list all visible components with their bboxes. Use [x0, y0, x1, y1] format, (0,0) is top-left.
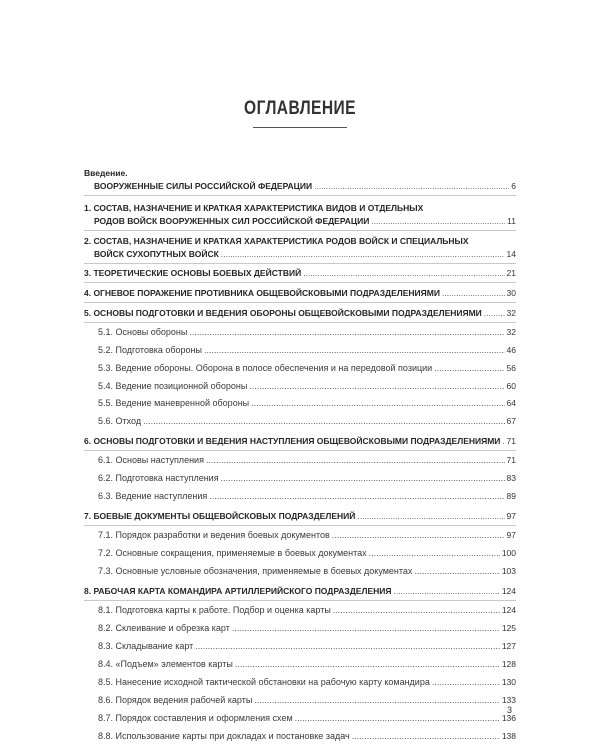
toc-entry-title: 5.5. Ведение маневренной обороны	[98, 398, 250, 408]
toc-entry	[84, 202, 516, 231]
dot-leader	[393, 585, 499, 597]
toc-entry	[84, 510, 516, 526]
toc-entry-title: 8.6. Порядок ведения рабочей карты	[98, 695, 253, 705]
toc-entry-page: 127	[501, 641, 516, 651]
toc-entry	[84, 380, 516, 395]
toc-entry-page: 32	[506, 327, 516, 337]
dot-leader	[442, 287, 505, 299]
toc-entry-title: 7. БОЕВЫЕ ДОКУМЕНТЫ ОБЩЕВОЙСКОВЫХ ПОДРАЗДЕЛЕНИЙ	[84, 511, 356, 521]
toc-entry-page: 138	[501, 731, 516, 741]
toc-entry-page: 21	[506, 268, 516, 278]
toc-entry	[84, 547, 516, 562]
toc-entry-page: 100	[501, 548, 516, 558]
dot-leader	[332, 529, 505, 541]
dot-leader	[352, 730, 500, 742]
toc-entry-page: 103	[501, 566, 516, 576]
toc-entry	[84, 585, 516, 601]
toc-entry-title: 7.1. Порядок разработки и ведения боевых документов	[98, 530, 330, 540]
toc-entry-page: 14	[506, 249, 516, 259]
dot-leader	[251, 397, 504, 409]
toc-entry	[84, 565, 516, 580]
toc-entry	[84, 435, 516, 451]
toc-entry	[84, 712, 516, 727]
toc-entry-title: 7.3. Основные условные обозначения, применяемые в боевых документах	[98, 566, 413, 576]
toc-entry-page: 32	[506, 308, 516, 318]
toc-entry	[84, 415, 516, 430]
toc-entry	[84, 235, 516, 264]
toc-entry-page: 83	[506, 473, 516, 483]
toc-entry-title: 8.1. Подготовка карты к работе. Подбор и оценка карты	[98, 605, 331, 615]
toc-entry-title: 8.4. «Подъем» элементов карты	[98, 659, 233, 669]
page-number: 3	[507, 705, 513, 715]
dot-leader	[189, 326, 504, 338]
toc-entry	[84, 529, 516, 544]
toc-entry	[84, 362, 516, 377]
dot-leader	[314, 180, 509, 192]
dot-leader	[414, 565, 499, 577]
toc-entry-title: 8.3. Складывание карт	[98, 641, 194, 651]
title-underline	[253, 127, 347, 128]
dot-leader	[232, 622, 500, 634]
dot-leader	[204, 344, 505, 356]
dot-leader	[221, 248, 505, 260]
toc-entry	[84, 730, 516, 745]
toc-entry-heading-line: 2. СОСТАВ, НАЗНАЧЕНИЕ И КРАТКАЯ ХАРАКТЕРИСТИКА РОДОВ ВОЙСК И СПЕЦИАЛЬНЫХ	[84, 236, 469, 246]
dot-leader	[502, 435, 504, 447]
toc-entry-title: 7.2. Основные сокращения, применяемые в боевых документах	[98, 548, 367, 558]
toc-entry-page: 6	[511, 181, 516, 191]
toc-entry	[84, 307, 516, 323]
toc-entry	[84, 287, 516, 303]
dot-leader	[254, 694, 500, 706]
toc-entry	[84, 326, 516, 341]
dot-leader	[195, 640, 500, 652]
dot-leader	[369, 547, 500, 559]
toc-entry-page: 136	[501, 713, 516, 723]
toc-entry-title: 5.3. Ведение обороны. Оборона в полосе обеспечения и на передовой позиции	[98, 363, 433, 373]
toc-entry-page: 124	[501, 605, 516, 615]
dot-leader	[221, 472, 505, 484]
toc-entry-page: 30	[506, 288, 516, 298]
dot-leader	[434, 362, 504, 374]
dot-leader	[484, 307, 505, 319]
dot-leader	[333, 604, 500, 616]
toc-entry-page: 130	[501, 677, 516, 687]
toc-entry-title: 8. РАБОЧАЯ КАРТА КОМАНДИРА АРТИЛЛЕРИЙСКОГО ПОДРАЗДЕЛЕНИЯ	[84, 586, 392, 596]
toc-entry-heading-line: Введение.	[84, 168, 128, 178]
toc-entry-title: 6.3. Ведение наступления	[98, 491, 208, 501]
toc-entry	[84, 267, 516, 283]
toc-entry-page: 60	[506, 381, 516, 391]
toc-entry-page: 124	[501, 586, 516, 596]
toc-entry-title: 8.8. Использование карты при докладах и постановке задач	[98, 731, 350, 741]
toc-entry-title: 6.2. Подготовка наступления	[98, 473, 219, 483]
toc-entry-page: 128	[501, 659, 516, 669]
toc-entry-page: 67	[506, 416, 516, 426]
dot-leader	[206, 454, 505, 466]
toc-entry-title: 5.1. Основы обороны	[98, 327, 188, 337]
toc-entry	[84, 472, 516, 487]
toc-entry-title: ВОЙСК СУХОПУТНЫХ ВОЙСК	[94, 249, 219, 259]
toc-entry	[84, 454, 516, 469]
toc-entry-title: РОДОВ ВОЙСК ВООРУЖЕННЫХ СИЛ РОССИЙСКОЙ ФЕДЕРАЦИИ	[94, 216, 370, 226]
toc-entry-title: 3. ТЕОРЕТИЧЕСКИЕ ОСНОВЫ БОЕВЫХ ДЕЙСТВИЙ	[84, 268, 302, 278]
toc-entry-title: 4. ОГНЕВОЕ ПОРАЖЕНИЕ ПРОТИВНИКА ОБЩЕВОЙСКОВЫМИ ПОДРАЗДЕЛЕНИЯМИ	[84, 288, 440, 298]
dot-leader	[235, 658, 500, 670]
toc-entry	[84, 344, 516, 359]
toc-entry-page: 97	[506, 530, 516, 540]
toc-entry-page: 125	[501, 623, 516, 633]
toc-entry-title: 5.4. Ведение позиционной обороны	[98, 381, 248, 391]
toc-entry-title: 5.6. Отход	[98, 416, 142, 426]
toc-entry-title: 6. ОСНОВЫ ПОДГОТОВКИ И ВЕДЕНИЯ НАСТУПЛЕНИЯ ОБЩЕВОЙСКОВЫМИ ПОДРАЗДЕЛЕНИЯМИ	[84, 436, 501, 446]
toc-entry	[84, 604, 516, 619]
toc-entry-page: 71	[506, 436, 516, 446]
toc-entry-page: 56	[506, 363, 516, 373]
dot-leader	[303, 267, 504, 279]
toc-entry-page: 64	[506, 398, 516, 408]
toc-entry-page: 97	[506, 511, 516, 521]
toc-entry	[84, 640, 516, 655]
dot-leader	[432, 676, 500, 688]
toc-entry-title: 8.2. Склеивание и обрезка карт	[98, 623, 230, 633]
toc-entry	[84, 397, 516, 412]
toc-entry-title: 6.1. Основы наступления	[98, 455, 204, 465]
dot-leader	[357, 510, 504, 522]
dot-leader	[371, 215, 505, 227]
page-title: ОГЛАВЛЕНИЕ	[244, 98, 356, 119]
toc-entry	[84, 622, 516, 637]
dot-leader	[295, 712, 500, 724]
dot-leader	[143, 415, 504, 427]
toc-entry-title: 5.2. Подготовка обороны	[98, 345, 202, 355]
toc-entry	[84, 658, 516, 673]
toc-entry-page: 133	[501, 695, 516, 705]
toc-entry-title: 8.7. Порядок составления и оформления схем	[98, 713, 293, 723]
dot-leader	[249, 380, 504, 392]
toc-entry-title: 5. ОСНОВЫ ПОДГОТОВКИ И ВЕДЕНИЯ ОБОРОНЫ ОБЩЕВОЙСКОВЫМИ ПОДРАЗДЕЛЕНИЯМИ	[84, 308, 482, 318]
toc-entry	[84, 167, 516, 196]
toc-entry-page: 46	[506, 345, 516, 355]
toc-entry-title: ВООРУЖЕННЫЕ СИЛЫ РОССИЙСКОЙ ФЕДЕРАЦИИ	[94, 181, 313, 191]
toc-entry	[84, 694, 516, 709]
toc-entry-title: 8.5. Нанесение исходной тактической обстановки на рабочую карту командира	[98, 677, 430, 687]
toc-entry-page: 11	[507, 216, 516, 226]
toc-entry	[84, 676, 516, 691]
dot-leader	[209, 490, 504, 502]
toc-entry	[84, 490, 516, 505]
toc-entry-page: 71	[506, 455, 516, 465]
toc-entry-page: 89	[506, 491, 516, 501]
toc-entry-heading-line: 1. СОСТАВ, НАЗНАЧЕНИЕ И КРАТКАЯ ХАРАКТЕРИСТИКА ВИДОВ И ОТДЕЛЬНЫХ	[84, 203, 424, 213]
